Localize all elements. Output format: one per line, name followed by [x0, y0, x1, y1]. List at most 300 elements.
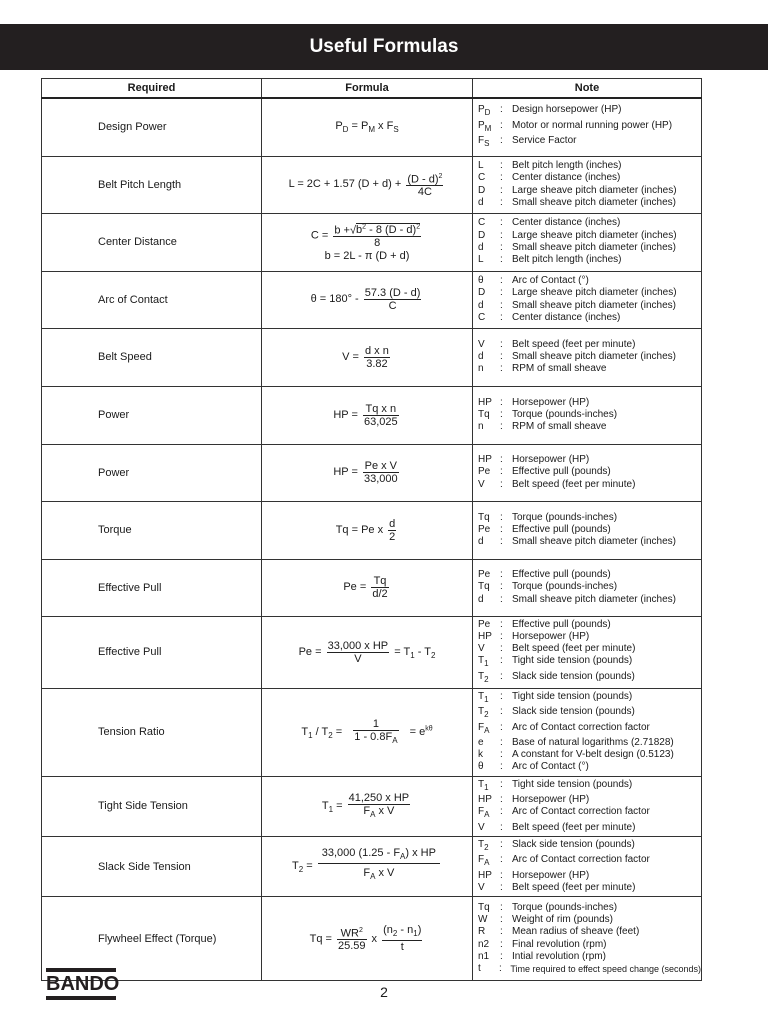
- formula-cell: [262, 776, 473, 836]
- table-row: [42, 776, 702, 836]
- note-colon: :: [500, 749, 503, 761]
- required-cell: Effective Pull: [42, 616, 262, 688]
- note-line: [478, 421, 701, 433]
- required-cell: Arc of Contact: [42, 271, 262, 328]
- note-line: [478, 722, 701, 737]
- note-symbol: $P_M$: [478, 119, 492, 133]
- note-symbol: V: [478, 821, 485, 833]
- note-symbol: d: [478, 196, 484, 208]
- note-symbol: Tq: [478, 581, 490, 593]
- note-symbol: $T_2$: [478, 838, 489, 852]
- formula-cell: [262, 836, 473, 896]
- note-colon: :: [500, 938, 503, 950]
- note-text: Base of natural logarithms (2.71828): [512, 736, 674, 748]
- note-symbol: $T_1$: [478, 690, 489, 704]
- sqrt-icon: √: [349, 224, 357, 237]
- formula-flywheel-effect: Tq = $\frac{WR^2}{25.59}$ x $\frac{(n_2 - n_1)}{t}$: [309, 924, 422, 954]
- note-cell: [473, 616, 702, 688]
- note-text: Horsepower (HP): [512, 454, 590, 466]
- note-symbol: Pe: [478, 466, 491, 478]
- formula-tension-ratio: $T_1 / T_2$ = $\frac{1}{1 - 0.8F_A}$ = $e^{k\theta}$: [301, 717, 433, 745]
- note-colon: :: [500, 643, 503, 655]
- note-colon: :: [500, 217, 503, 229]
- note-line: [478, 300, 701, 312]
- note-symbol: $F_A$: [478, 806, 490, 820]
- note-text: Tight side tension (pounds): [512, 690, 633, 702]
- note-colon: :: [500, 254, 503, 266]
- note-symbol: θ: [478, 274, 484, 286]
- table-row: [42, 213, 702, 271]
- note-symbol: Tq: [478, 511, 490, 523]
- note-text: Small sheave pitch diameter (inches): [512, 299, 676, 311]
- note-line: [478, 926, 701, 938]
- note-line: [478, 254, 701, 266]
- note-cell: [473, 98, 702, 156]
- note-colon: :: [500, 581, 503, 593]
- page-number: 2: [380, 984, 388, 1000]
- note-line: [478, 160, 701, 172]
- note-line: [478, 242, 701, 254]
- table-row: [42, 836, 702, 896]
- note-line: [478, 287, 701, 299]
- note-text: Service Factor: [512, 134, 577, 146]
- note-symbol: d: [478, 536, 484, 548]
- note-line: [478, 351, 701, 363]
- required-cell: Belt Speed: [42, 328, 262, 386]
- note-text: Small sheave pitch diameter (inches): [512, 536, 676, 548]
- formula-cell: [262, 616, 473, 688]
- note-line: [478, 230, 701, 242]
- formula-center-distance: C = $\frac{b +√b^2 - 8 (D - d)^2}{8}$ b = 2L - π (D + d): [310, 223, 421, 263]
- table-row: [42, 444, 702, 501]
- note-text: Center distance (inches): [512, 172, 621, 184]
- note-symbol: d: [478, 593, 484, 605]
- note-colon: :: [500, 172, 503, 184]
- note-line: [478, 655, 701, 670]
- note-text: Intial revolution (rpm): [512, 950, 606, 962]
- note-line: [478, 512, 701, 524]
- table-row: [42, 386, 702, 444]
- note-symbol: n: [478, 363, 484, 375]
- note-colon: :: [500, 338, 503, 350]
- formula-cell: [262, 501, 473, 559]
- required-cell: Slack Side Tension: [42, 836, 262, 896]
- note-line: [478, 581, 701, 593]
- table-row: [42, 501, 702, 559]
- formula-effective-pull-hp: Pe = $\frac{\text{33,000 x HP}}{V}$ = $T_1 - T_2$: [298, 639, 436, 665]
- note-line: [478, 761, 701, 773]
- note-colon: :: [500, 655, 503, 667]
- formula-tight-side-tension: $T_1$ = $\frac{\text{41,250 x HP}}{F_A x V}$: [321, 791, 410, 819]
- note-text: Center distance (inches): [512, 217, 621, 229]
- note-symbol: $P_D$: [478, 104, 491, 118]
- note-cell: [473, 501, 702, 559]
- note-colon: :: [500, 593, 503, 605]
- note-line: [478, 870, 701, 882]
- note-text: RPM of small sheave: [512, 421, 607, 433]
- note-text: Weight of rim (pounds): [512, 914, 613, 926]
- note-symbol: V: [478, 478, 485, 490]
- note-line: [478, 794, 701, 806]
- note-symbol: C: [478, 217, 486, 229]
- note-text: Motor or normal running power (HP): [512, 119, 673, 131]
- note-symbol: C: [478, 311, 486, 323]
- note-text: Tight side tension (pounds): [512, 778, 633, 790]
- note-line: [478, 779, 701, 794]
- note-line: [478, 466, 701, 478]
- formula-effective-pull-torque: Pe = $\frac{Tq}{d/2}$: [343, 575, 388, 600]
- formula-cell: [262, 271, 473, 328]
- note-line: [478, 643, 701, 655]
- note-line: [478, 479, 701, 491]
- note-text: Torque (pounds-inches): [512, 408, 618, 420]
- note-text: Arc of Contact correction factor: [512, 854, 650, 866]
- bando-logo: BANDO: [46, 968, 116, 1000]
- note-symbol: d: [478, 299, 484, 311]
- note-cell: [473, 836, 702, 896]
- table-row: [42, 156, 702, 213]
- note-text: Effective pull (pounds): [512, 569, 611, 581]
- note-symbol: L: [478, 254, 484, 266]
- note-colon: :: [500, 229, 503, 241]
- note-text: Mean radius of sheave (feet): [512, 926, 640, 938]
- note-line: [478, 619, 701, 631]
- note-colon: :: [500, 794, 503, 806]
- note-line: [478, 339, 701, 351]
- note-colon: :: [500, 821, 503, 833]
- note-colon: :: [500, 869, 503, 881]
- note-colon: :: [500, 569, 503, 581]
- required-cell: Design Power: [42, 98, 262, 156]
- note-colon: :: [500, 299, 503, 311]
- note-symbol: HP: [478, 454, 492, 466]
- note-symbol: HP: [478, 396, 492, 408]
- note-text: Arc of Contact correction factor: [512, 721, 650, 733]
- note-symbol: n: [478, 421, 484, 433]
- note-symbol: $T_1$: [478, 655, 489, 669]
- table-row: [42, 559, 702, 616]
- note-text: Effective pull (pounds): [512, 466, 611, 478]
- note-colon: :: [500, 736, 503, 748]
- note-colon: :: [500, 806, 503, 818]
- note-colon: :: [500, 536, 503, 548]
- note-line: [478, 939, 701, 951]
- note-text: Belt pitch length (inches): [512, 254, 622, 266]
- table-row: [42, 328, 702, 386]
- formula-cell: [262, 328, 473, 386]
- note-cell: [473, 776, 702, 836]
- note-line: [478, 536, 701, 548]
- note-colon: :: [500, 761, 503, 773]
- note-line: [478, 172, 701, 184]
- note-colon: :: [500, 408, 503, 420]
- note-line: [478, 631, 701, 643]
- note-colon: :: [500, 914, 503, 926]
- note-text: Effective pull (pounds): [512, 523, 611, 535]
- note-line: [478, 363, 701, 375]
- note-colon: :: [500, 618, 503, 630]
- note-symbol: D: [478, 287, 486, 299]
- table-row: [42, 897, 702, 981]
- column-header-formula: Formula: [262, 79, 473, 99]
- required-cell: Belt Pitch Length: [42, 156, 262, 213]
- note-colon: :: [500, 721, 503, 733]
- note-symbol: Pe: [478, 569, 491, 581]
- note-symbol: $T_2$: [478, 670, 489, 684]
- note-symbol: k: [478, 749, 483, 761]
- note-colon: :: [500, 311, 503, 323]
- note-line: [478, 120, 701, 135]
- note-text: Center distance (inches): [512, 311, 621, 323]
- note-line: [478, 409, 701, 421]
- note-colon: :: [500, 421, 503, 433]
- note-symbol: $T_1$: [478, 778, 489, 792]
- note-text: Slack side tension (pounds): [512, 706, 635, 718]
- table-row: [42, 271, 702, 328]
- note-line: [478, 397, 701, 409]
- note-text: Torque (pounds-inches): [512, 511, 618, 523]
- note-text: Horsepower (HP): [512, 869, 590, 881]
- note-colon: :: [500, 196, 503, 208]
- note-line: [478, 963, 701, 975]
- note-symbol: W: [478, 914, 488, 926]
- note-text: Large sheave pitch diameter (inches): [512, 229, 677, 241]
- note-line: [478, 691, 701, 706]
- note-colon: :: [500, 511, 503, 523]
- formula-cell: [262, 386, 473, 444]
- formula-cell: [262, 213, 473, 271]
- note-text: Small sheave pitch diameter (inches): [512, 593, 676, 605]
- note-colon: :: [498, 963, 502, 975]
- note-symbol: R: [478, 926, 486, 938]
- note-line: [478, 902, 701, 914]
- note-line: [478, 217, 701, 229]
- formula-cell: [262, 444, 473, 501]
- note-cell: [473, 271, 702, 328]
- note-text: RPM of small sheave: [512, 363, 607, 375]
- note-line: [478, 671, 701, 686]
- note-text: Large sheave pitch diameter (inches): [512, 184, 677, 196]
- note-text: A constant for V-belt design (0.5123): [512, 749, 674, 761]
- note-text: Arc of Contact (°): [512, 761, 589, 773]
- note-cell: [473, 386, 702, 444]
- note-symbol: t: [478, 963, 481, 975]
- note-colon: :: [500, 119, 503, 131]
- note-text: Arc of Contact correction factor: [512, 806, 650, 818]
- required-cell: Flywheel Effect (Torque): [42, 897, 262, 981]
- note-symbol: Pe: [478, 523, 491, 535]
- note-symbol: C: [478, 172, 486, 184]
- note-cell: [473, 213, 702, 271]
- note-text: Slack side tension (pounds): [512, 838, 635, 850]
- note-symbol: $F_S$: [478, 134, 490, 148]
- note-line: [478, 594, 701, 606]
- note-colon: :: [500, 926, 503, 938]
- note-colon: :: [500, 242, 503, 253]
- note-line: [478, 524, 701, 536]
- note-line: [478, 806, 701, 821]
- required-cell: Center Distance: [42, 213, 262, 271]
- note-cell: [473, 444, 702, 501]
- required-cell: Torque: [42, 501, 262, 559]
- note-colon: :: [500, 454, 503, 466]
- required-cell: Power: [42, 444, 262, 501]
- note-cell: [473, 897, 702, 981]
- note-symbol: θ: [478, 761, 484, 773]
- note-line: [478, 312, 701, 324]
- note-cell: [473, 156, 702, 213]
- note-symbol: $F_A$: [478, 721, 490, 735]
- note-text: Small sheave pitch diameter (inches): [512, 350, 676, 362]
- note-symbol: Tq: [478, 408, 490, 420]
- table-row: [42, 98, 702, 156]
- note-text: Small sheave pitch diameter (inches): [512, 196, 676, 208]
- note-text: Torque (pounds-inches): [512, 581, 618, 593]
- note-text: Time required to effect speed change (seconds): [510, 964, 701, 975]
- required-cell: Power: [42, 386, 262, 444]
- page-title: Useful Formulas: [309, 36, 459, 57]
- note-text: Belt speed (feet per minute): [512, 821, 636, 833]
- table-row: [42, 616, 702, 688]
- note-colon: :: [500, 630, 503, 642]
- formula-belt-pitch-length: L = 2C + 1.57 (D + d) + $\frac{(D - d)^2}{4C}$: [288, 172, 443, 199]
- note-text: Belt speed (feet per minute): [512, 881, 636, 893]
- note-colon: :: [500, 396, 503, 408]
- note-symbol: d: [478, 242, 484, 253]
- note-text: Horsepower (HP): [512, 396, 590, 408]
- note-line: [478, 854, 701, 869]
- note-colon: :: [500, 670, 503, 682]
- note-cell: [473, 688, 702, 776]
- note-text: Horsepower (HP): [512, 794, 590, 806]
- note-text: Small sheave pitch diameter (inches): [512, 242, 676, 253]
- note-line: [478, 569, 701, 581]
- note-symbol: V: [478, 881, 485, 893]
- note-colon: :: [500, 690, 503, 702]
- note-line: [478, 185, 701, 197]
- note-symbol: HP: [478, 869, 492, 881]
- note-text: Large sheave pitch diameter (inches): [512, 287, 677, 299]
- note-cell: [473, 328, 702, 386]
- note-symbol: Tq: [478, 901, 490, 913]
- note-colon: :: [500, 706, 503, 718]
- note-line: [478, 706, 701, 721]
- note-colon: :: [500, 478, 503, 490]
- note-line: [478, 197, 701, 209]
- note-colon: :: [500, 950, 503, 962]
- note-text: Tight side tension (pounds): [512, 655, 633, 667]
- formula-power-pull: HP = $\frac{\text{Pe x V}}{33,000}$: [333, 460, 398, 485]
- note-colon: :: [500, 274, 503, 286]
- note-symbol: d: [478, 350, 484, 362]
- note-colon: :: [500, 350, 503, 362]
- required-cell: Effective Pull: [42, 559, 262, 616]
- note-colon: :: [500, 287, 503, 299]
- note-colon: :: [500, 881, 503, 893]
- note-text: Torque (pounds-inches): [512, 901, 618, 913]
- note-line: [478, 951, 701, 963]
- note-colon: :: [500, 159, 503, 171]
- note-line: [478, 104, 701, 119]
- note-symbol: D: [478, 184, 486, 196]
- note-colon: :: [500, 363, 503, 375]
- note-text: Design horsepower (HP): [512, 104, 622, 116]
- note-colon: :: [500, 901, 503, 913]
- note-text: Horsepower (HP): [512, 630, 590, 642]
- formula-arc-of-contact: θ = 180° - $\frac{57.3 (D - d)}{C}$: [310, 287, 421, 312]
- note-symbol: V: [478, 338, 485, 350]
- note-line: [478, 275, 701, 287]
- note-text: Arc of Contact (°): [512, 274, 589, 286]
- table-row: [42, 688, 702, 776]
- column-header-note: Note: [473, 79, 702, 99]
- note-symbol: Pe: [478, 618, 491, 630]
- note-symbol: e: [478, 736, 484, 748]
- note-line: [478, 914, 701, 926]
- formula-table: [41, 78, 702, 981]
- note-colon: :: [500, 778, 503, 790]
- note-symbol: $T_2$: [478, 706, 489, 720]
- required-cell: Tension Ratio: [42, 688, 262, 776]
- note-symbol: HP: [478, 630, 492, 642]
- column-header-required: Required: [42, 79, 262, 99]
- note-line: [478, 737, 701, 749]
- formula-slack-side-tension: $T_2$ = $\frac{33,000 (1.25 - F_A) x HP}{F_A x V}$: [292, 860, 442, 872]
- note-cell: [473, 559, 702, 616]
- note-text: Belt pitch length (inches): [512, 159, 622, 171]
- note-colon: :: [500, 838, 503, 850]
- note-colon: :: [500, 854, 503, 866]
- note-symbol: HP: [478, 794, 492, 806]
- note-colon: :: [500, 466, 503, 478]
- note-text: Belt speed (feet per minute): [512, 643, 636, 655]
- note-symbol: L: [478, 159, 484, 171]
- note-symbol: n2: [478, 938, 490, 950]
- formula-cell: [262, 897, 473, 981]
- formula-cell: [262, 559, 473, 616]
- note-line: [478, 454, 701, 466]
- note-colon: :: [500, 134, 503, 146]
- note-line: [478, 839, 701, 854]
- note-symbol: D: [478, 229, 486, 241]
- note-line: [478, 749, 701, 761]
- note-text: Final revolution (rpm): [512, 938, 607, 950]
- note-colon: :: [500, 523, 503, 535]
- note-symbol: $F_A$: [478, 854, 490, 868]
- formula-power-torque: HP = $\frac{\text{Tq x n}}{63,025}$: [333, 402, 398, 428]
- page-header: [0, 24, 768, 70]
- table-header-row: [42, 79, 702, 99]
- formula-torque: Tq = Pe x $\frac{d}{2}$: [335, 517, 396, 543]
- note-symbol: V: [478, 643, 485, 655]
- note-text: Belt speed (feet per minute): [512, 338, 636, 350]
- required-cell: Tight Side Tension: [42, 776, 262, 836]
- note-text: Effective pull (pounds): [512, 618, 611, 630]
- note-colon: :: [500, 104, 503, 116]
- note-colon: :: [500, 184, 503, 196]
- note-line: [478, 135, 701, 150]
- formula-cell: [262, 688, 473, 776]
- note-symbol: n1: [478, 950, 490, 962]
- formula-design-power: $P_D = P_M$ x $F_S$: [335, 120, 399, 135]
- note-text: Slack side tension (pounds): [512, 670, 635, 682]
- note-text: Belt speed (feet per minute): [512, 478, 636, 490]
- note-line: [478, 822, 701, 834]
- formula-belt-speed: V = $\frac{\text{d x n}}{3.82}$: [342, 344, 389, 370]
- note-line: [478, 882, 701, 894]
- formula-cell: [262, 98, 473, 156]
- formula-cell: [262, 156, 473, 213]
